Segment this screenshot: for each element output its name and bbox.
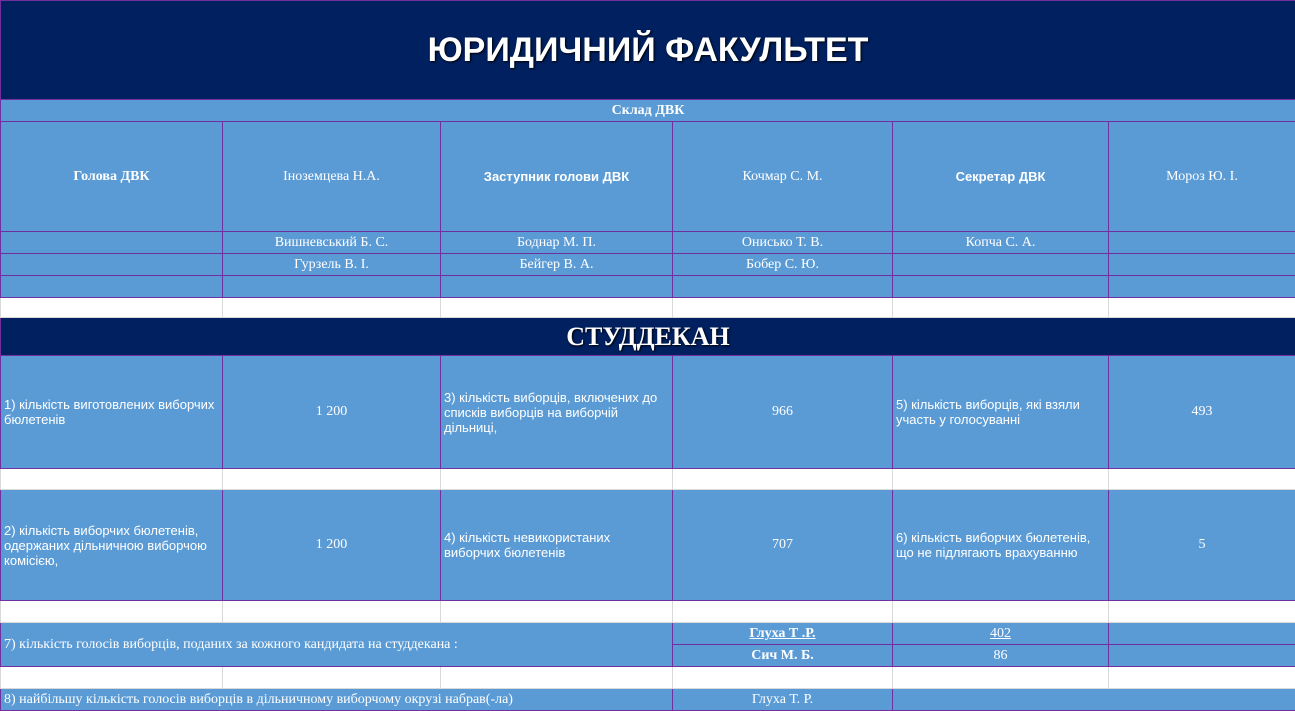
member-name: Вишневський Б. С.: [223, 232, 441, 254]
member-cell: [1109, 232, 1295, 254]
empty-cell: [1109, 469, 1295, 490]
empty-cell: [1, 469, 223, 490]
stat-4-label: 4) кількість невикористаних виборчих бюлетенів: [441, 490, 673, 601]
empty-cell: [1, 667, 223, 689]
stat-3-label: 3) кількість виборців, включених до списків виборців на виборчій дільниці,: [441, 356, 673, 469]
empty-cell: [223, 469, 441, 490]
candidate-name: Сич М. Б.: [673, 645, 893, 667]
candidate-votes: 402: [893, 623, 1109, 645]
stat-2-value: 1 200: [223, 490, 441, 601]
composition-header: Склад ДВК: [1, 100, 1295, 122]
empty-cell: [673, 667, 893, 689]
empty-cell: [893, 667, 1109, 689]
member-name: Бейгер В. А.: [441, 254, 673, 276]
empty-cell: [673, 276, 893, 298]
winner-name: Глуха Т. Р.: [673, 689, 893, 711]
secretary-name: Мороз Ю. І.: [1109, 122, 1295, 232]
empty-cell: [1, 298, 223, 318]
empty-cell: [1109, 276, 1295, 298]
empty-cell: [223, 601, 441, 623]
empty-cell: [223, 276, 441, 298]
winner-label: 8) найбільшу кількість голосів виборців в дільничному виборчому окрузі набрав(-ла): [1, 689, 673, 711]
stat-1-label: 1) кількість виготовлених виборчих бюлетенів: [1, 356, 223, 469]
member-cell: [893, 254, 1109, 276]
member-name: Боднар М. П.: [441, 232, 673, 254]
empty-cell: [1109, 298, 1295, 318]
section-title: СТУДДЕКАН: [1, 318, 1295, 356]
empty-cell: [893, 601, 1109, 623]
stat-5-value: 493: [1109, 356, 1295, 469]
empty-cell: [441, 276, 673, 298]
deputy-name: Кочмар С. М.: [673, 122, 893, 232]
secretary-label: Секретар ДВК: [893, 122, 1109, 232]
empty-cell: [893, 469, 1109, 490]
empty-cell: [673, 298, 893, 318]
page-title: ЮРИДИЧНИЙ ФАКУЛЬТЕТ: [1, 1, 1295, 100]
empty-cell: [893, 689, 1295, 711]
empty-cell: [893, 298, 1109, 318]
empty-cell: [673, 469, 893, 490]
member-name: Бобер С. Ю.: [673, 254, 893, 276]
empty-cell: [441, 601, 673, 623]
empty-cell: [673, 601, 893, 623]
candidate-name: Глуха Т .Р.: [673, 623, 893, 645]
stat-4-value: 707: [673, 490, 893, 601]
empty-cell: [893, 276, 1109, 298]
empty-cell: [1, 276, 223, 298]
empty-cell: [1, 601, 223, 623]
candidate-votes: 86: [893, 645, 1109, 667]
member-name: Гурзель В. І.: [223, 254, 441, 276]
head-label: Голова ДВК: [1, 122, 223, 232]
stat-6-value: 5: [1109, 490, 1295, 601]
empty-cell: [223, 667, 441, 689]
empty-cell: [223, 298, 441, 318]
member-name: Онисько Т. В.: [673, 232, 893, 254]
member-name: Копча С. А.: [893, 232, 1109, 254]
empty-cell: [1109, 601, 1295, 623]
head-name: Іноземцева Н.А.: [223, 122, 441, 232]
member-cell: [1, 232, 223, 254]
empty-cell: [1109, 667, 1295, 689]
stat-6-label: 6) кількість виборчих бюлетенів, що не підлягають врахуванню: [893, 490, 1109, 601]
member-cell: [1109, 254, 1295, 276]
empty-cell: [441, 469, 673, 490]
votes-label: 7) кількість голосів виборців, поданих за кожного кандидата на студдекана :: [1, 623, 673, 667]
stat-2-label: 2) кількість виборчих бюлетенів, одержаних дільничною виборчою комісією,: [1, 490, 223, 601]
empty-cell: [441, 667, 673, 689]
empty-cell: [441, 298, 673, 318]
stat-3-value: 966: [673, 356, 893, 469]
empty-cell: [1109, 645, 1295, 667]
member-cell: [1, 254, 223, 276]
empty-cell: [1109, 623, 1295, 645]
stat-5-label: 5) кількість виборців, які взяли участь у голосуванні: [893, 356, 1109, 469]
deputy-label: Заступник голови ДВК: [441, 122, 673, 232]
stat-1-value: 1 200: [223, 356, 441, 469]
